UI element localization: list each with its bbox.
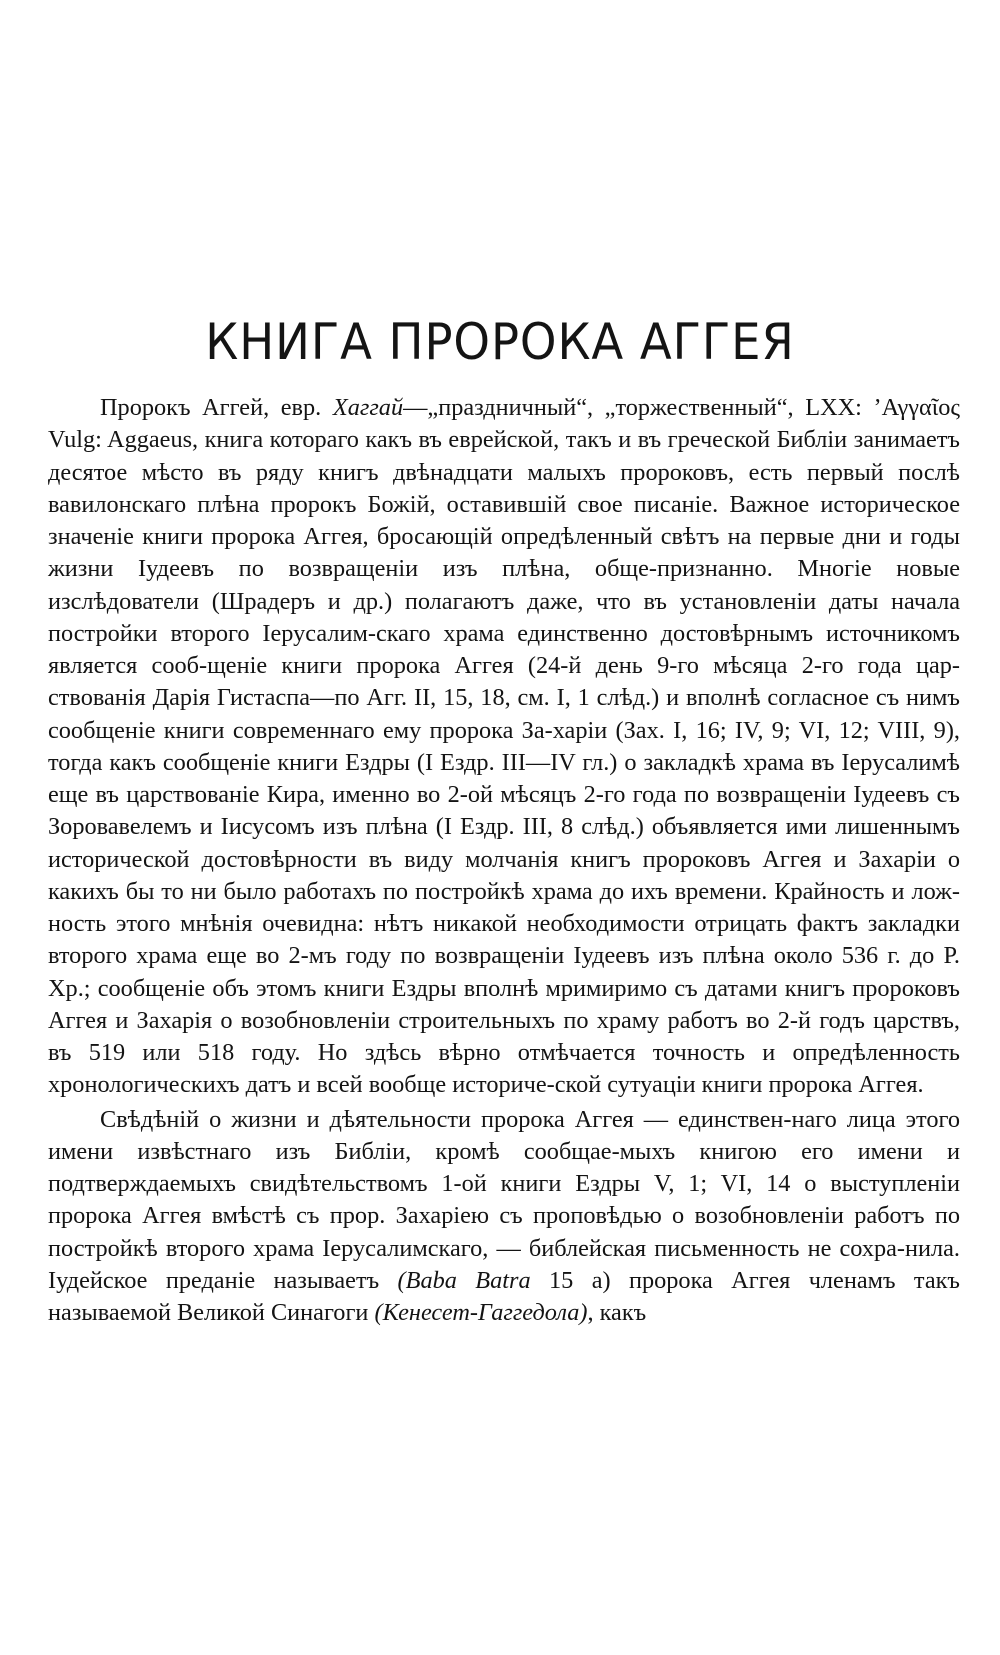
text-run: Пророкъ Аггей, евр.: [100, 394, 333, 421]
paragraph-2: [48, 1104, 960, 1330]
chapter-title: КНИГА ПРОРОКА АГГЕЯ: [205, 313, 795, 371]
italic-text-run: (Кенесет-Гаггедола): [374, 1299, 588, 1326]
text-run: , какъ: [587, 1299, 647, 1326]
text-run: 15 a) пророка Аггея членамъ такъ называемой Великой Синагоги: [48, 1266, 960, 1326]
italic-text-run: (Baba Batra: [397, 1266, 531, 1294]
italic-text-run: Хаггай: [332, 394, 404, 421]
body-text: [48, 392, 960, 1329]
text-run: Свѣдѣній о жизни и дѣятельности пророка Аггея — единствен-наго лица этого имени извѣстнаго изъ Библіи, кромѣ сообщае-мыхъ книгою его имени и подтверждаемыхъ свидѣтельствомъ 1-ой книги Ездры V, 1; VI, 14 о выступленіи пророка Аггея вмѣстѣ съ прор. Захаріею съ проповѣдью о возобновленіи работъ по постройкѣ второго храма Іерусалимскаго, — библейская письменность не сохра-нила. Іудейское преданіе называетъ: [48, 1105, 960, 1294]
paragraph-1: [48, 392, 960, 1102]
text-run: —„праздничный“, „торжественный“, LXX: ’Αγγαῖος Vulg: Aggaeus, книга котораго какъ въ еврейской, такъ и въ греческой Библіи занимаетъ десятое мѣсто въ ряду книгъ двѣнадцати малыхъ пророковъ, есть первый послѣ вавилонскаго плѣна пророкъ Божій, оставившій свое писаніе. Важное историческое значеніе книги пророка Аггея, бросающій опредѣленный свѣтъ на первые дни и годы жизни Іудеевъ по возвращеніи изъ плѣна, обще-признанно. Многіе новые изслѣдователи (Шрадеръ и др.) полагаютъ даже, что въ установленіи даты начала постройки второго Іерусалим-скаго храма единственно достовѣрнымъ источникомъ является сооб-щеніе книги пророка Аггея (24-й день 9-го мѣсяца 2-го года цар-ствованія Дарія Гистаспа—по Агг. II, 15, 18, см. I, 1 слѣд.) и вполнѣ согласное съ нимъ сообщеніе книги современнаго ему пророка За-харіи (Зах. I, 16; IV, 9; VI, 12; VIII, 9), тогда какъ сообщеніе книги Ездры (I Ездр. III—IV гл.) о закладкѣ храма въ Іерусалимѣ еще въ царствованіе Кира, именно во 2-ой мѣсяцъ 2-го года по возвращеніи Іудеевъ съ Зоровавелемъ и Іисусомъ изъ плѣна (I Ездр. III, 8 слѣд.) объявляется ими лишеннымъ исторической достовѣрности въ виду молчанія книгъ пророковъ Аггея и Захаріи о какихъ бы то ни было работахъ по постройкѣ храма до ихъ времени. Крайность и лож-ность этого мнѣнія очевидна: нѣтъ никакой необходимости отрицать фактъ закладки второго храма еще во 2-мъ году по возвращеніи Іудеевъ изъ плѣна около 536 г. до Р. Хр.; сообщеніе объ этомъ книги Ездры вполнѣ мримиримо съ датами книгъ пророковъ Аггея и Захарія о возобновленіи строительныхъ по храму работъ во 2-й годъ царствъ, въ 519 или 518 году. Но здѣсь вѣрно отмѣчается точность и опредѣленность хронологическихъ датъ и всей вообще историче-ской сутуаціи книги пророка Аггея.: [48, 394, 960, 1099]
